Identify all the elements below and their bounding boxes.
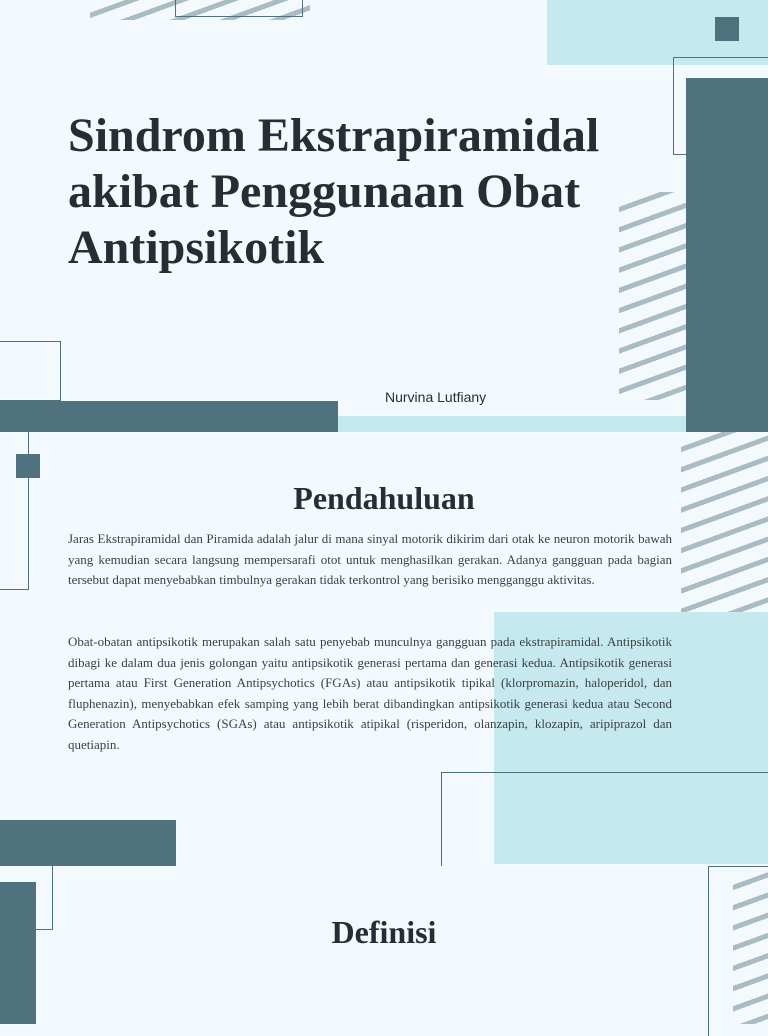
decor-outline-top	[175, 0, 303, 17]
section-heading-definisi: Definisi	[331, 914, 437, 950]
decor-dark-bar-right	[686, 78, 768, 432]
author-name: Nurvina Lutfiany	[385, 389, 487, 405]
decor-stripes-right-2	[681, 432, 768, 632]
decor-small-square-left	[16, 454, 40, 478]
slide-title: Sindrom Ekstrapiramidal akibat Penggunaan Obat Antipsikotik	[68, 109, 600, 274]
decor-dark-bar-left	[0, 820, 176, 866]
decor-dark-bar-left-3	[0, 882, 36, 1024]
section-heading-pendahuluan: Pendahuluan	[293, 480, 475, 516]
decor-outline-left	[0, 341, 61, 401]
paragraph-antipsychotics: Obat-obatan antipsikotik merupakan salah satu penyebab munculnya gangguan pada ekstrapiramidal. Antipsikotik dibagi ke dalam dua jenis golongan yaitu antipsikotik generasi pertama dan generasi kedua. Antipsikotik generasi pertama atau First Generation Antipsychotics (FGAs) atau antipsikotik tipikal (klorpromazin, haloperidol, dan fluphenazin), menyebabkan efek samping yang lebih berat dibandingkan antipsikotik generasi kedua atau Second Generation Antipsychotics (SGAs) atau antipsikotik atipikal (risperidon, olanzapin, klozapin, aripiprazol dan quetiapin.	[68, 634, 672, 752]
paragraph-intro: Jaras Ekstrapiramidal dan Piramida adalah jalur di mana sinyal motorik dikirim dari otak ke neuron motorik bawah yang kemudian secara langsung mempersarafi otot untuk menghasilkan gerakan. Adanya gangguan pada bagian tersebut dapat menyebabkan timbulnya gerakan tidak terkontrol yang berisiko mengganggu aktivitas.	[68, 531, 672, 588]
decor-outline-bottom-right	[441, 772, 768, 866]
decor-small-square-top-right	[715, 17, 739, 41]
decor-dark-bar-bottom	[0, 401, 338, 432]
